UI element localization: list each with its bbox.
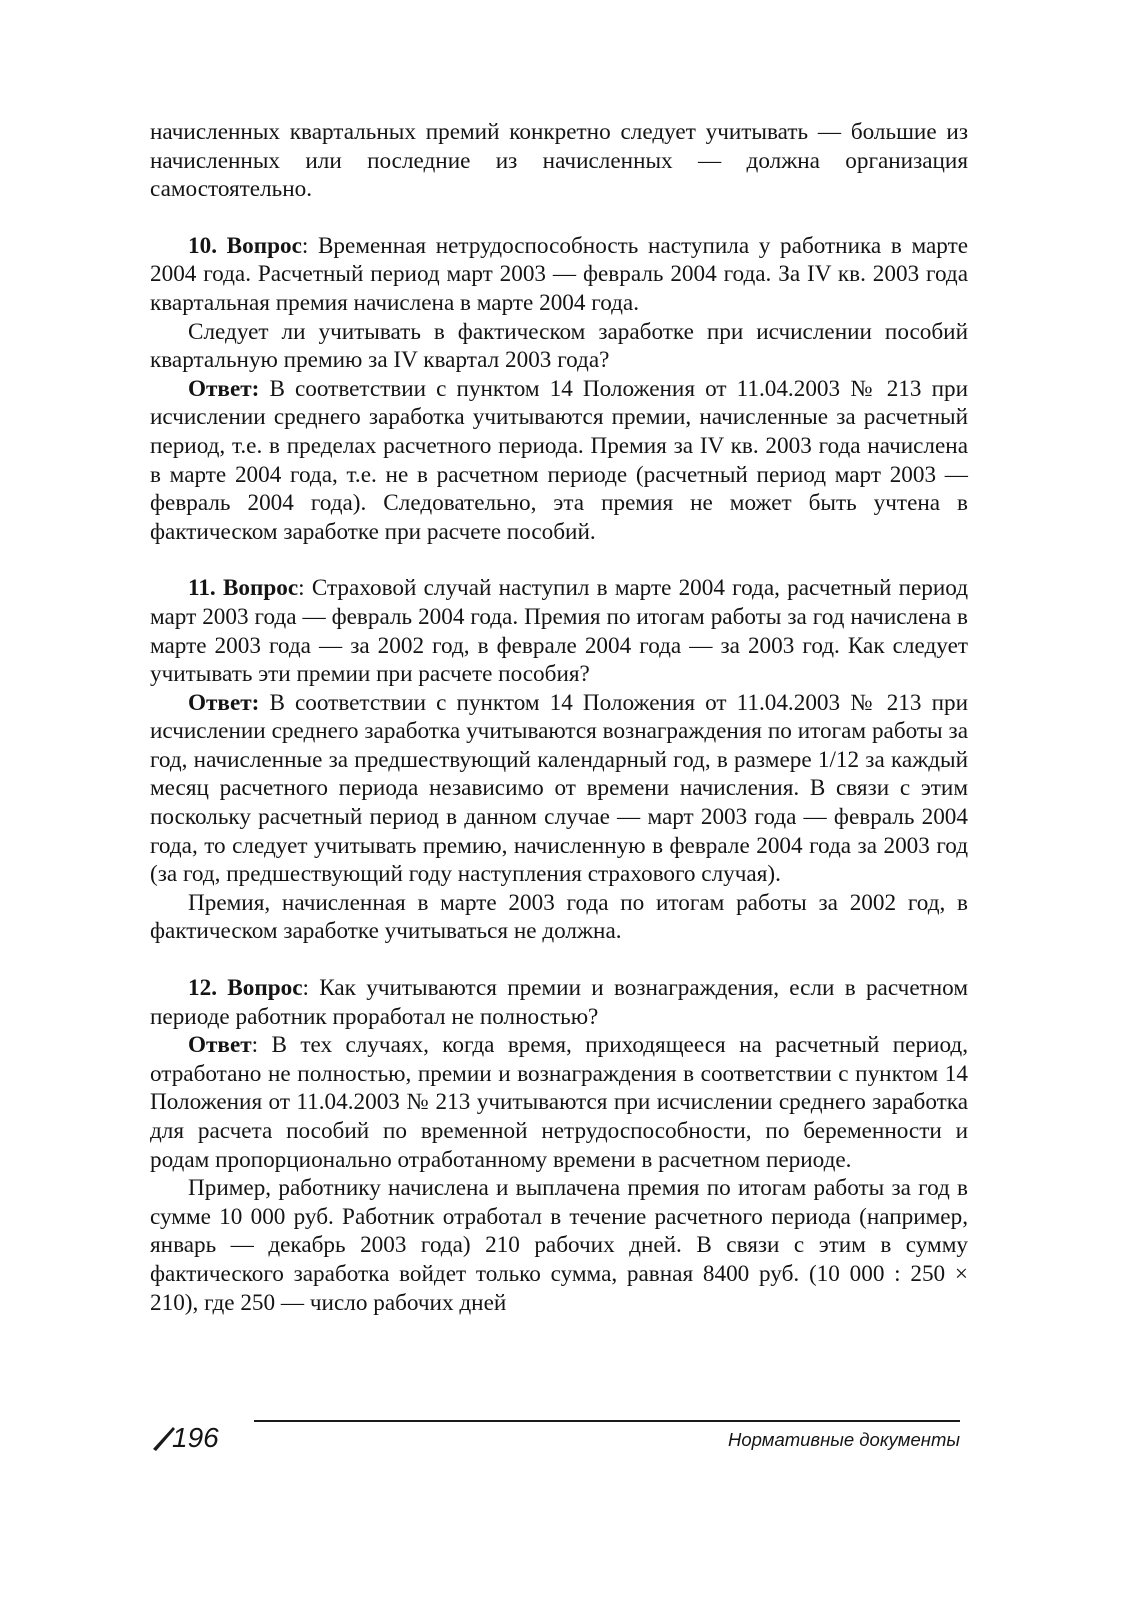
page-number: 196	[172, 1422, 219, 1453]
answer-11-text: В соответствии с пунктом 14 Положения от 11.04.2003 № 213 при исчислении среднего заработка учитываются вознаграждения по итогам работы за год, начисленные за предшествующий календарный год, в размере 1/12 за каждый месяц расчетного периода независимо от времени начисления. В связи с этим поскольку расчетный период в данном случае — март 2003 года — февраль 2004 года, то следует учитывать премию, начисленную в феврале 2004 года за 2003 год (за год, предшествующий году наступления страхового случая).	[150, 689, 968, 888]
question-11	[150, 574, 968, 946]
question-11-text: : Страховой случай наступил в марте 2004 года, расчетный период март 2003 года — февраль 2004 года. Премия по итогам работы за год начислена в марте 2003 года — за 2002 год, в феврале 2004 года — за 2003 год. Как следует учитывать эти премии при расчете пособия?	[150, 575, 968, 688]
question-11-paragraph	[150, 574, 968, 688]
answer-10-paragraph	[150, 375, 968, 547]
page-body	[150, 118, 968, 1317]
question-12-number: 12.	[188, 975, 217, 1002]
question-12	[150, 974, 968, 1317]
answer-10-text: В соответствии с пунктом 14 Положения от 11.04.2003 № 213 при исчислении среднего заработка учитываются премии, начисленные за расчетный период, т.е. в пределах расчетного периода. Премия за IV кв. 2003 года начислена в марте 2004 года, т.е. не в расчетном периоде (расчетный период март 2003 — февраль 2004 года). Следовательно, эта премия не может быть учтена в фактическом заработке при расчете пособий.	[150, 375, 968, 545]
question-10-number: 10.	[188, 232, 217, 259]
answer-11-label: Ответ:	[188, 689, 260, 716]
continuation-paragraph: начисленных квартальных премий конкретно следует учитывать — большие из начисленных или последние из начисленных — должна организация самостоятельно.	[150, 119, 968, 203]
question-11-label: Вопрос	[222, 575, 299, 602]
question-10-text2: Следует ли учитывать в фактическом заработке при исчислении пособий квартальную премию за IV квартал 2003 года?	[150, 318, 968, 374]
question-10-text: : Временная нетрудоспособность наступила у работника в марте 2004 года. Расчетный период март 2003 — февраль 2004 года. За IV кв. 2003 года квартальная премия начислена в марте 2004 года.	[150, 232, 968, 316]
question-11-number: 11.	[188, 575, 216, 602]
answer-12-text: : В тех случаях, когда время, приходящееся на расчетный период, отработано не полностью, премии и вознаграждения в соответствии с пунктом 14 Положения от 11.04.2003 № 213 учитываются при исчислении среднего заработка для расчета пособий по временной нетрудоспособности, по беременности и родам пропорционально отработанному времени в расчетном периоде.	[150, 1032, 968, 1173]
answer-12-paragraph	[150, 1031, 968, 1174]
question-10-paragraph	[150, 232, 968, 318]
footer-rule	[254, 1420, 960, 1422]
page-footer	[150, 1420, 968, 1470]
question-10-label: Вопрос	[226, 232, 302, 259]
question-10	[150, 232, 968, 547]
question-12-paragraph	[150, 974, 968, 1031]
question-12-text: : Как учитываются премии и вознаграждения, если в расчетном периоде работник проработал не полностью?	[150, 975, 968, 1030]
question-12-label: Вопрос	[227, 975, 303, 1002]
answer-12-label: Ответ	[188, 1032, 252, 1059]
example-12-paragraph: Пример, работнику начислена и выплачена премия по итогам работы за год в сумме 10 000 руб. Работник отработал в течение расчетного периода (например, январь — декабрь 2003 года) 210 рабочих дней. В связи с этим в сумму фактического заработка войдет только сумма, равная 8400 руб. (10 000 : 250 × 210), где 250 — число рабочих дней	[150, 1175, 968, 1316]
answer-11-paragraph	[150, 689, 968, 889]
question-11-text2: Премия, начисленная в марте 2003 года по итогам работы за 2002 год, в фактическом заработке учитываться не должна.	[150, 889, 968, 945]
answer-10-label: Ответ:	[188, 375, 260, 402]
footer-book-title: Нормативные документы	[728, 1429, 960, 1450]
